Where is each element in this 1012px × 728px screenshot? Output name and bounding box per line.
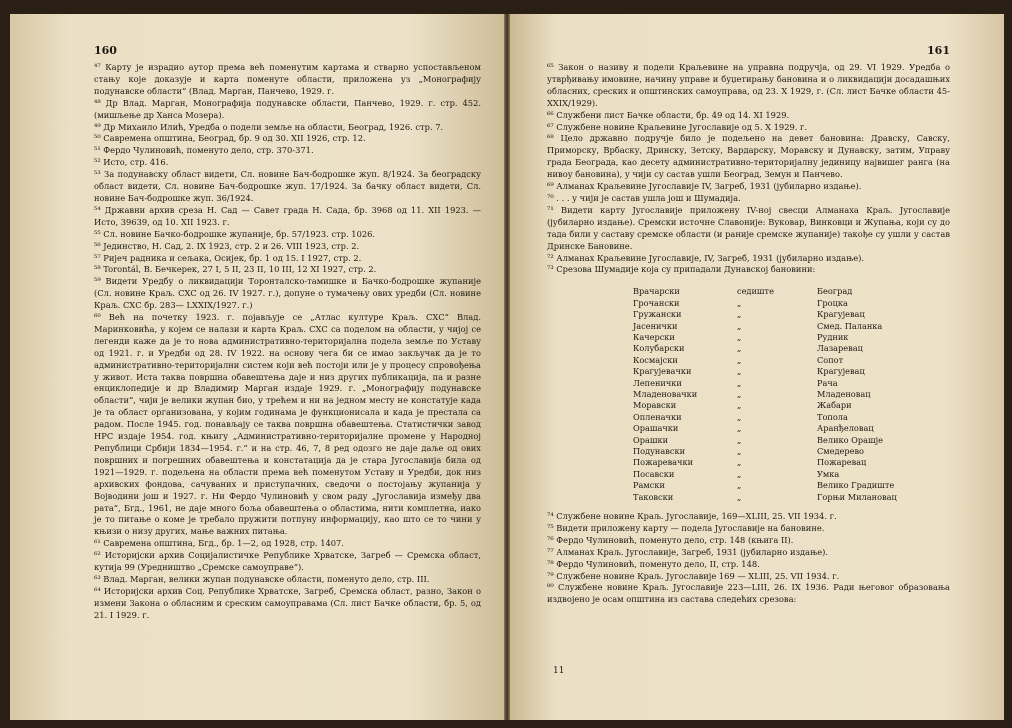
table-cell: „ (737, 354, 742, 365)
printer-signature-mark: 11 (553, 666, 565, 676)
footnote: ⁵⁶ Јединство, Н. Сад, 2. IX 1923, стр. 2 и 26. VIII 1923, стр. 2. (94, 240, 360, 251)
table-cell: Сопот (817, 354, 844, 365)
table-row (633, 321, 950, 332)
footnote: ⁵⁹ Видети Уредбу о ликвидацији Торонталско-тамишке и Бачко-бодрошке жупаније (Сл. новине Краљ. СХС од 26. IV 1927. г.), допуне о тумачењу ових уредби (Сл. новине Краљ. СХС бр. 283— LXXIX/1927. г.) (94, 276, 481, 311)
footnote: ⁶² Историјски архив Социјалистичке Републике Хрватске, Загреб — Сремска област, кутија 99 (Уредништво „Сремске самоуправе“). (94, 550, 481, 573)
footnote: ⁵³ За подунавску област видети, Сл. новине Бач-бодрошке жуп. 8/1924. За београдску област видети, Сл. новине Бач-бодрошке жуп. 17/1924. За бачку област видети, Сл. новине Бач-бодрошке жуп. 36/1924. (94, 169, 481, 203)
table-cell: Качерски (633, 331, 675, 342)
footnote: ⁷³ Срезова Шумадије која су припадали Дунавској бановини: (547, 264, 816, 275)
table-cell: „ (737, 400, 742, 411)
table-cell: Лепенички (633, 377, 682, 388)
table-cell: Велико Градиште (817, 480, 895, 491)
table-cell: „ (737, 468, 742, 479)
table-cell: Пожаревачки (633, 457, 694, 468)
table-cell: Крагујевац (817, 366, 865, 377)
table-cell: Смедерево (817, 446, 864, 456)
table-cell: „ (737, 320, 742, 331)
table-cell: Орашачки (633, 423, 679, 434)
right-page (507, 14, 1004, 720)
footnote: ⁴⁸ Др Влад. Марган, Монографија подунавске области, Панчево, 1929. г. стр. 452. (мишљење др Ханса Мозера). (94, 97, 481, 120)
table-header-cell: седиште (737, 286, 774, 297)
table-cell: „ (737, 423, 742, 434)
footnote: ⁸⁰ Службене новине Краљ. Југославије 223—LIII, 26. IX 1936. Ради његовог образовања издвојено је осам општина из састава следећих срезова: (547, 582, 950, 605)
table-cell: Крагујевац (817, 309, 865, 320)
table-cell: Горњи Милановац (817, 491, 897, 502)
table-row (633, 469, 950, 480)
table-cell: Моравски (633, 400, 677, 411)
footnote: ⁴⁷ Карту је израдио аутор према већ поменутим картама и стварно успостављеном стању које доказује и карта поменуте области, приложена уз „Монографију подунавске области“ (Влад. Марган, Панчево, 1929. г. (94, 62, 481, 96)
table-cell: „ (737, 377, 742, 388)
table-cell: „ (737, 411, 742, 422)
table-cell: Таковски (633, 491, 674, 502)
footnote: ⁵⁴ Државни архив среза Н. Сад — Савет града Н. Сада, бр. 3968 од 11. XII 1923. — Исто, 39639, од 10. XII 1923. г. (94, 204, 481, 227)
table-cell: Велико Орашје (817, 434, 883, 445)
table-cell: Жабари (817, 400, 852, 411)
page-number-right: 161 (927, 44, 950, 57)
open-book (10, 14, 1004, 720)
table-cell: „ (737, 480, 742, 491)
right-footnotes-top (547, 62, 950, 276)
table-cell: Аранђеловац (817, 423, 874, 434)
table-row (633, 400, 950, 411)
footnote: ⁶⁸ Цело државно подручје било је подељено на девет бановина: Дравску, Савску, Приморску, Врбаску, Дринску, Зетску, Вардарску, Моравску и Дунавску, затим, Управу града Београда, као десету административно-територијалну јединицу највишег ранга (на нивоу бановина), у чији су састав ушли Београд, Земун и Панчево. (547, 133, 950, 180)
table-cell: Гружански (633, 309, 682, 320)
table-cell: Смед. Паланка (817, 320, 883, 331)
footnote: ⁵¹ Фердо Чулиновић, поменуто дело, стр. 370-371. (94, 145, 314, 156)
footnote: ⁶⁶ Службени лист Бачке области, бр. 49 од 14. XI 1929. (547, 109, 790, 120)
srez-table (633, 286, 950, 503)
left-page (10, 14, 507, 720)
table-header-cell: Београд (817, 286, 853, 297)
footnote: ⁵⁵ Сл. новине Бачко-бодрошке жупаније, бр. 57/1923. стр. 1026. (94, 228, 376, 239)
footnote: ⁶³ Влад. Марган, велики жупан подунавске области, поменуто дело, стр. III. (94, 573, 430, 584)
table-cell: Младеновац (817, 388, 871, 399)
table-row (633, 389, 950, 400)
table-row (633, 423, 950, 434)
table-cell: Рудник (817, 331, 849, 342)
footnote: ⁶⁵ Закон о називу и подели Краљевине на управна подручја, од 29. VI 1929. Уредба о утврђивању имовине, начину управе и буџетирању бановина и о ликвидацији досадашњих обласних, среских и општинских самоуправа, од 23. X 1929, г. (Сл. лист Бачке области 45-XXIX/1929). (547, 62, 950, 108)
table-row (633, 332, 950, 343)
table-cell: „ (737, 457, 742, 468)
footnote: ⁶⁰ Већ на почетку 1923. г. појављује се „Атлас културе Краљ. СХС“ Влад. Маринковића, у којем се налази и карта Краљ. СХС са поделом на области, у чијој се легенди каже да је то нова административно-територијална подела земље по Уставу од 1921. г. и Уредби од 28. IV 1922. на основу чега би се имао закључак да је то административно-територијални систем који већ постоји или је у процесу спровођења у живот. Иста таква површна обавештења даје и низ других публикација, па и разне енциклопедије и др Владимир Марган издаје 1929. г. „Монографију подунавске области“, чији је велики жупан био, у трећем и ни на једном месту не констатује када је та област организована, у којим годинама је функционисала и када је престала са радом. После 1945. год. понављају се таква површна обавештења. Статистички завод НРС издаје 1954. год. књигу „Административно-територијалне промене у Народној Републици Србији 1834—1954. г.“ и на стр. 46, 7, 8 ред одозго не даје даље од ових површних и погрешних обавештења и констатација да је стара Југославија била од 1921—1929. г. подељена на области према већ поменутом Уставу и Уредби, док низ архивских фондова, сачуваних и приступачних, сведочи о постојању жупанија у Војводини још и 1927. г. Ни Фердо Чулиновић у свом раду „Југославија између два рата“, Бгд., 1961, не даје много боља обавештења о областима, нити комплетна, иако је то питање о коме је требало пружити потпуну информацију, као што се то чини у књизи о низу других, мање важних питања. (94, 312, 481, 537)
table-row (633, 366, 950, 377)
table-row (633, 457, 950, 468)
table-row (633, 412, 950, 423)
book-spine (504, 14, 510, 720)
footnote: ⁶⁷ Службене новине Краљевине Југославије од 5. X 1929. г. (547, 121, 808, 132)
table-row (633, 378, 950, 389)
footnote: ⁶⁴ Историјски архив Соц. Републике Хрватске, Загреб, Сремска област, разно, Закон о измени Закона о обласним и среским самоуправама (Сл. лист Бачке области, бр. 5, од 21. I 1929. г. (94, 585, 481, 620)
table-cell: Посавски (633, 468, 675, 479)
footnote: ⁵² Исто, стр. 416. (94, 157, 169, 168)
left-footnotes (94, 62, 481, 622)
table-cell: „ (737, 434, 742, 445)
footnote: ⁵⁰ Савремена општина, Београд, бр. 9 од 30. XII 1926, стр. 12. (94, 133, 366, 144)
table-cell: „ (737, 343, 742, 354)
table-cell: Крагујевачки (633, 366, 692, 377)
table-row (633, 343, 950, 354)
table-cell: Рача (817, 377, 838, 388)
table-cell: „ (737, 446, 742, 456)
table-row (633, 309, 950, 320)
table-cell: Лазаревац (817, 343, 863, 354)
table-cell: Младеновачки (633, 388, 698, 399)
table-cell: Опленачки (633, 411, 682, 422)
footnote: ⁶⁹ Алманах Краљевине Југославије IV, Загреб, 1931 (јубиларно издање). (547, 181, 862, 192)
right-footnotes-bottom (547, 511, 950, 606)
page-number-left: 160 (94, 44, 117, 57)
table-row (633, 446, 950, 457)
table-cell: Орашки (633, 434, 669, 445)
footnote: ⁷² Алманах Краљевине Југославије, IV, Загреб, 1931 (јубиларно издање). (547, 252, 865, 263)
table-cell: Пожаревац (817, 457, 867, 468)
table-cell: Рамски (633, 480, 665, 491)
footnote: ⁷¹ Видети карту Југославије приложену IV-ној свесци Алманаха Краљ. Југославије (јубиларно издање). Сремски источне Славоније: Вуковар, Винковци и Жупања, који су до тада били у саставу сремске области (и раније сремске жупаније) такође су ушли у састав Дринске Бановине. (547, 204, 950, 251)
table-cell: „ (737, 297, 742, 308)
table-cell: „ (737, 366, 742, 377)
table-cell: „ (737, 309, 742, 320)
table-row (633, 492, 950, 503)
footnote: ⁴⁹ Др Михаило Илић, Уредба о подели земље на области, Београд, 1926. стр. 7. (94, 121, 444, 132)
table-cell: „ (737, 388, 742, 399)
table-cell: Умка (817, 468, 840, 479)
footnote: ⁷⁸ Фердо Чулиновић, поменуто дело, II, стр. 148. (547, 558, 760, 569)
footnote: ⁷⁴ Службене новине Краљ. Југославије, 169—XLIII, 25. VII 1934. г. (547, 511, 837, 522)
table-row (633, 355, 950, 366)
table-cell: Гроцка (817, 297, 848, 308)
footnote: ⁷⁵ Видети приложену карту — подела Југославије на бановине. (547, 522, 825, 533)
table-row (633, 480, 950, 491)
footnote: ⁷⁶ Фердо Чулиновић, поменуто дело, стр. 148 (књига II). (547, 534, 794, 545)
table-header (633, 286, 950, 297)
footnote: ⁷⁹ Службене новине Краљ. Југославије 169 — XLIII, 25. VII 1934. г. (547, 570, 840, 581)
table-row (633, 435, 950, 446)
footnote: ⁷⁰ . . . у чији је састав ушла још и Шумадија. (547, 192, 741, 203)
table-header-cell: Врачарски (633, 286, 680, 297)
table-cell: Космајски (633, 354, 678, 365)
table-cell: Јасенички (633, 320, 678, 331)
table-cell: „ (737, 491, 742, 502)
table-cell: „ (737, 331, 742, 342)
footnote: ⁵⁷ Ријеч радника и сељака, Осијек, бр. 1 од 15. I 1927, стр. 2. (94, 252, 362, 263)
footnote: ⁷⁷ Алманах Краљ. Југославије, Загреб, 1931 (јубиларно издање). (547, 546, 829, 557)
table-cell: Грочански (633, 297, 680, 308)
footnote: ⁶¹ Савремена општина, Бгд., бр. 1—2, од 1928, стр. 1407. (94, 538, 344, 549)
table-cell: Топола (817, 411, 848, 422)
table-row (633, 298, 950, 309)
footnote: ⁵⁸ Torontál, В. Бечкерек, 27 I, 5 II, 23 II, 10 III, 12 XI 1927, стр. 2. (94, 264, 377, 275)
table-cell: Колубарски (633, 343, 685, 354)
table-cell: Подунавски (633, 446, 686, 456)
